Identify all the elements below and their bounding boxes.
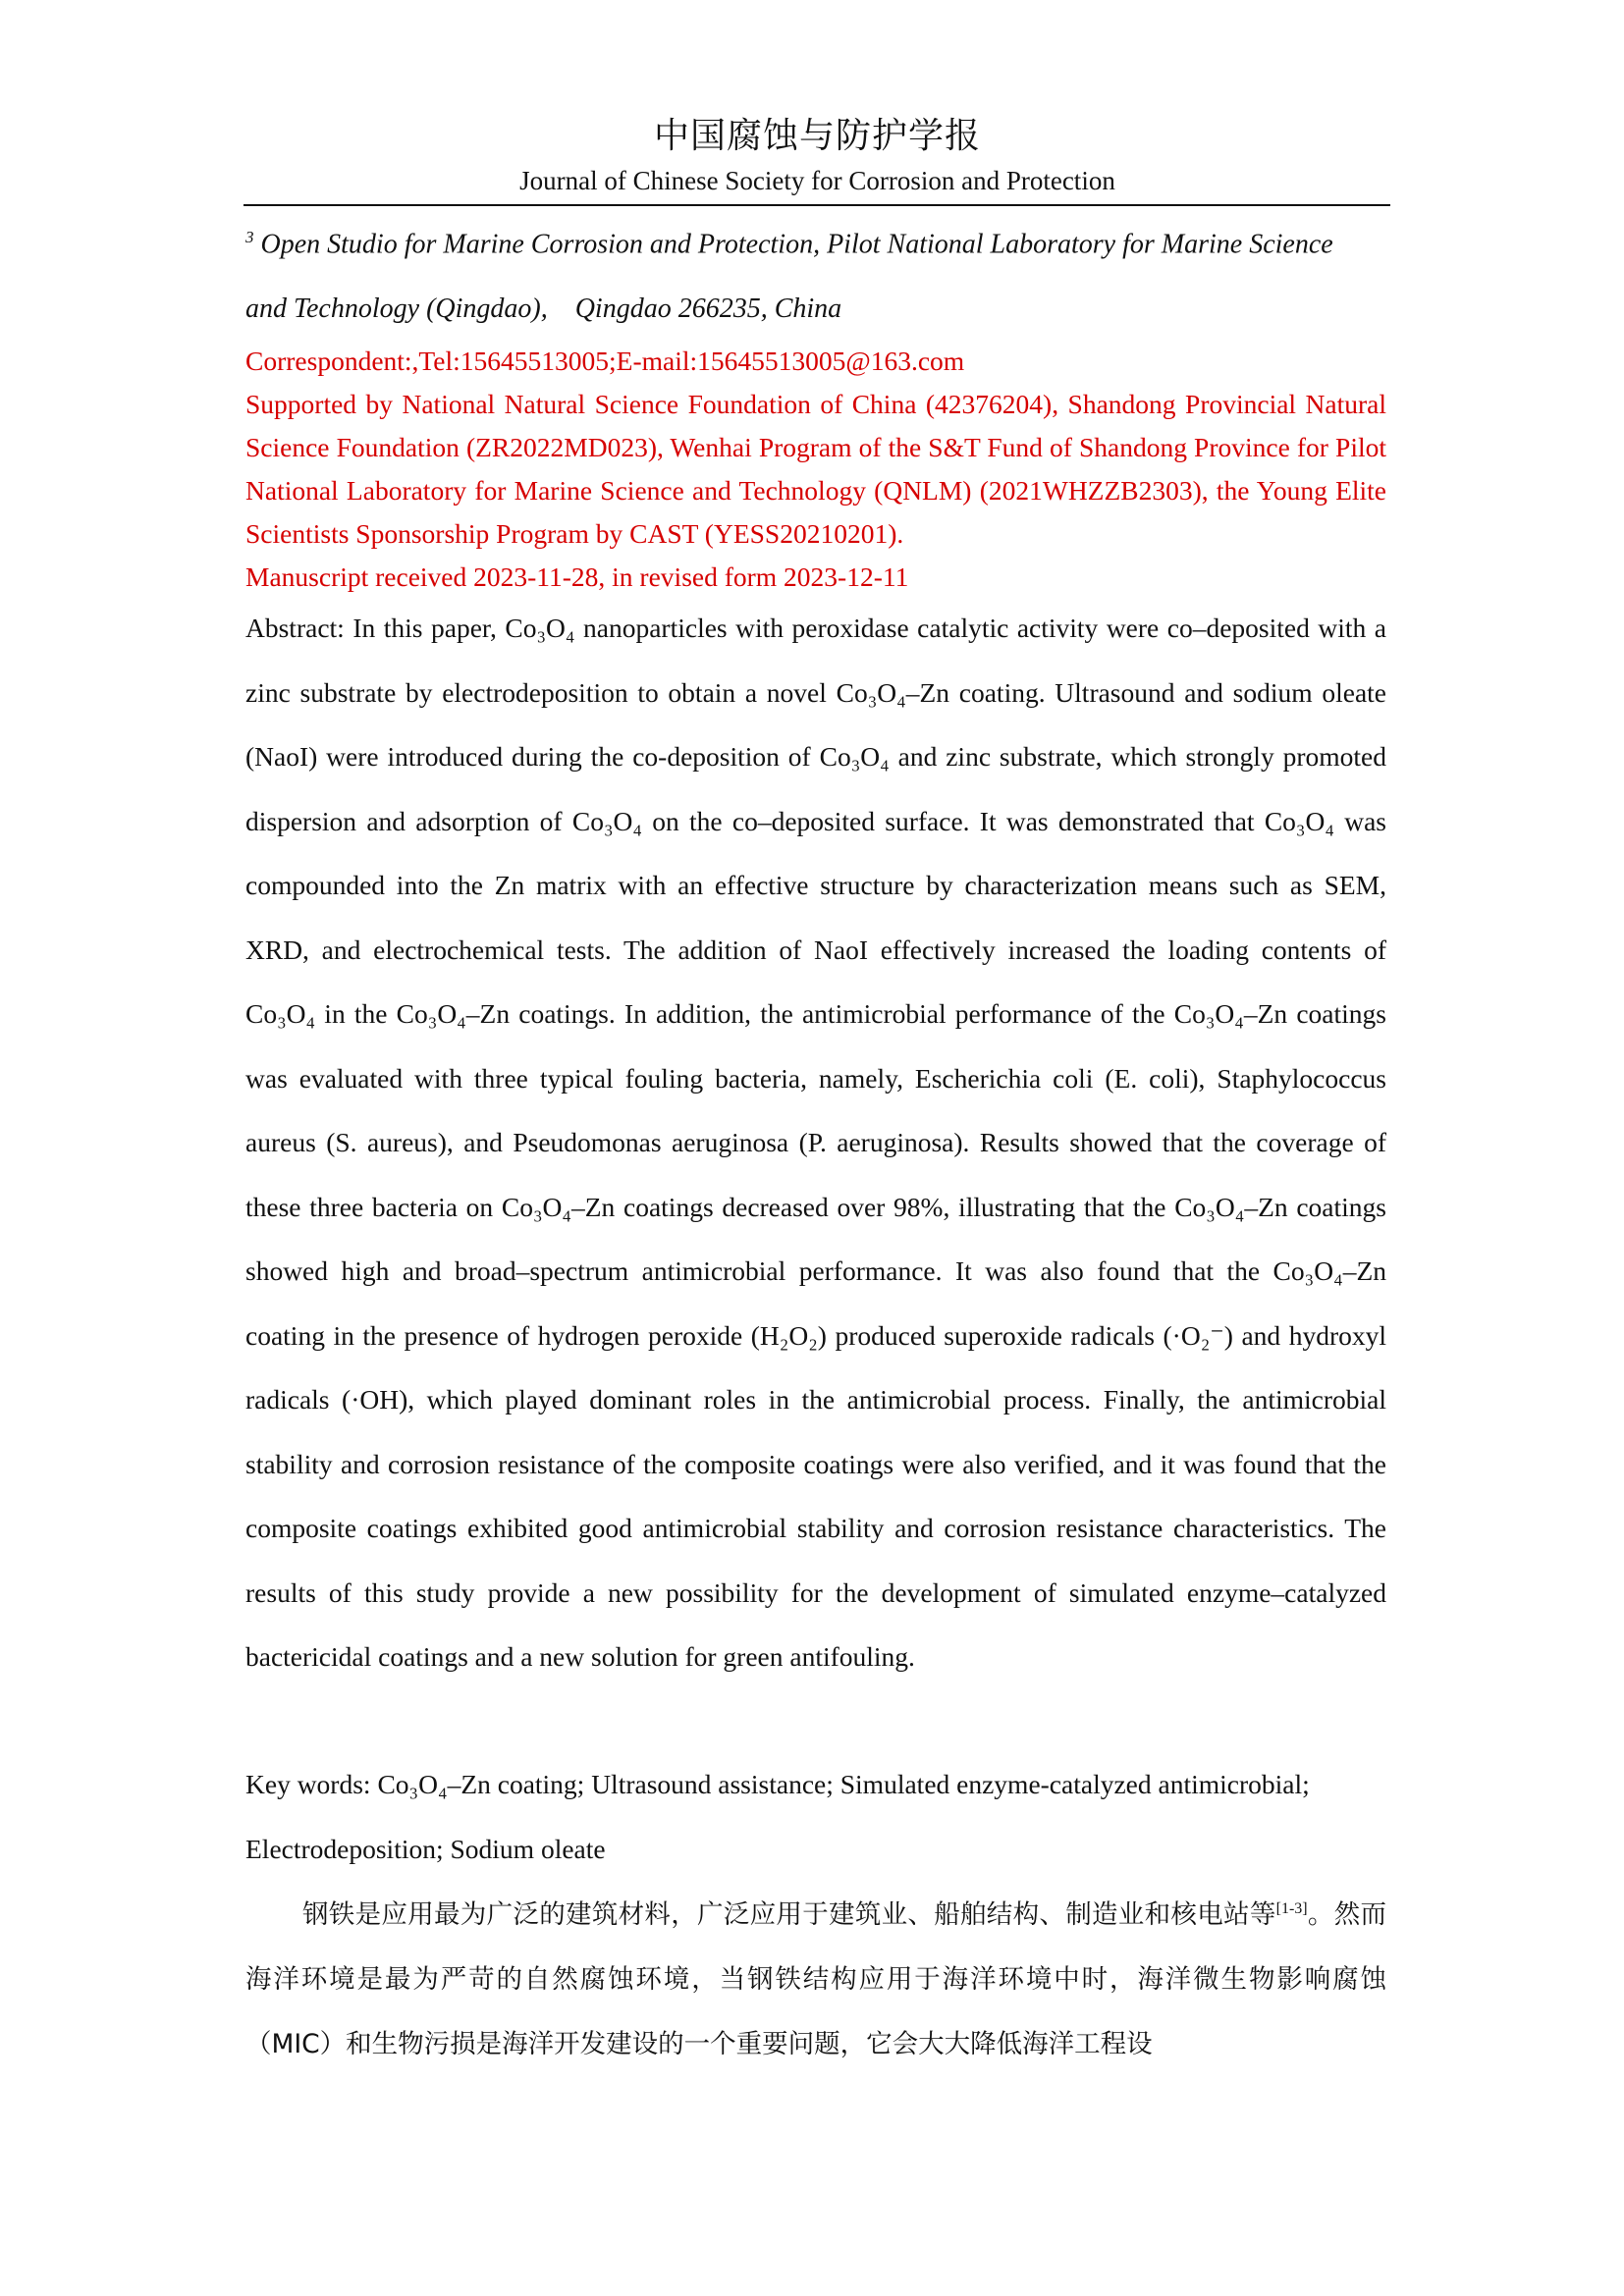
abstract-label: Abstract:: [245, 613, 345, 643]
manuscript-dates: Manuscript received 2023-11-28, in revised form 2023-12-11: [245, 561, 909, 592]
journal-title-en: Journal of Chinese Society for Corrosion and Protection: [519, 166, 1115, 195]
keywords-text: Co₃O₄–Zn coating; Ultrasound assistance; Simulated enzyme-catalyzed antimicrobial; Electrodeposition; Sodium oleate: [245, 1769, 1310, 1864]
funding: Supported by National Natural Science Foundation of China (42376204), Shandong Provincial Natural Science Foundation (ZR2022MD023), Wenhai Program of the S&T Fund of Shandong Province for Pilot National Laboratory for Marine Science and Technology (QNLM) (2021WHZZB2303), the Young Elite Scientists Sponsorship Program by CAST (YESS20210201).: [245, 389, 1386, 549]
footnotes: [245, 340, 1386, 599]
affiliation-text-1: Open Studio for Marine Corrosion and Protection, Pilot National Laboratory for Marine Science: [260, 229, 1333, 260]
intro-paragraph: [245, 1883, 1386, 2077]
affiliation-line-1: [245, 205, 1386, 277]
correspondent: Correspondent:,Tel:15645513005;E-mail:15645513005@163.com: [245, 346, 965, 376]
affiliation: [245, 205, 1386, 342]
keywords-label: Key words:: [245, 1769, 371, 1799]
intro-text-2: 。然而海洋环境是最为严苛的自然腐蚀环境，当钢铁结构应用于海洋环境中时，海洋微生物影响腐蚀（MIC）和生物污损是海洋开发建设的一个重要问题，它会大大降低海洋工程设: [245, 1899, 1387, 2059]
journal-header: [245, 110, 1389, 198]
keywords: [245, 1752, 1386, 1881]
intro-text-1: 钢铁是应用最为广泛的建筑材料，广泛应用于建筑业、船舶结构、制造业和核电站等: [302, 1899, 1276, 1930]
abstract-text: In this paper, Co₃O₄ nanoparticles with peroxidase catalytic activity were co–deposited with a zinc substrate by electrodeposition to obtain a novel Co₃O₄–Zn coating. Ultrasound and sodium oleate (NaoI) were introduced during the co-deposition of Co₃O₄ and zinc substrate, which strongly promoted dispersion and adsorption of Co₃O₄ on the co–deposited surface. It was demonstrated that Co₃O₄ was compounded into the Zn matrix with an effective structure by characterization means such as SEM, XRD, and electrochemical tests. The addition of NaoI effectively increased the loading contents of Co₃O₄ in the Co₃O₄–Zn coatings. In addition, the antimicrobial performance of the Co₃O₄–Zn coatings was evaluated with three typical fouling bacteria, namely, Escherichia coli (E. coli), Staphylococcus aureus (S. aureus), and Pseudomonas aeruginosa (P. aeruginosa). Results showed that the coverage of these three bacteria on Co₃O₄–Zn coatings decreased over 98%, illustrating that the Co₃O₄–Zn coatings showed high and broad–spectrum antimicrobial performance. It was also found that the Co₃O₄–Zn coating in the presence of hydrogen peroxide (H₂O₂) produced superoxide radicals (·O₂⁻) and hydroxyl radicals (·OH), which played dominant roles in the antimicrobial process. Finally, the antimicrobial stability and corrosion resistance of the composite coatings were also verified, and it was found that the composite coatings exhibited good antimicrobial stability and corrosion resistance characteristics. The results of this study provide a new possibility for the development of simulated enzyme–catalyzed bactericidal coatings and a new solution for green antifouling.: [245, 613, 1387, 1672]
affiliation-line-2: and Technology (Qingdao), Qingdao 266235, China: [245, 294, 842, 325]
citation: [1-3]: [1275, 1900, 1308, 1918]
journal-title-cn: 中国腐蚀与防护学报: [653, 116, 981, 156]
affiliation-marker: 3: [245, 228, 254, 246]
abstract: [245, 596, 1386, 1689]
